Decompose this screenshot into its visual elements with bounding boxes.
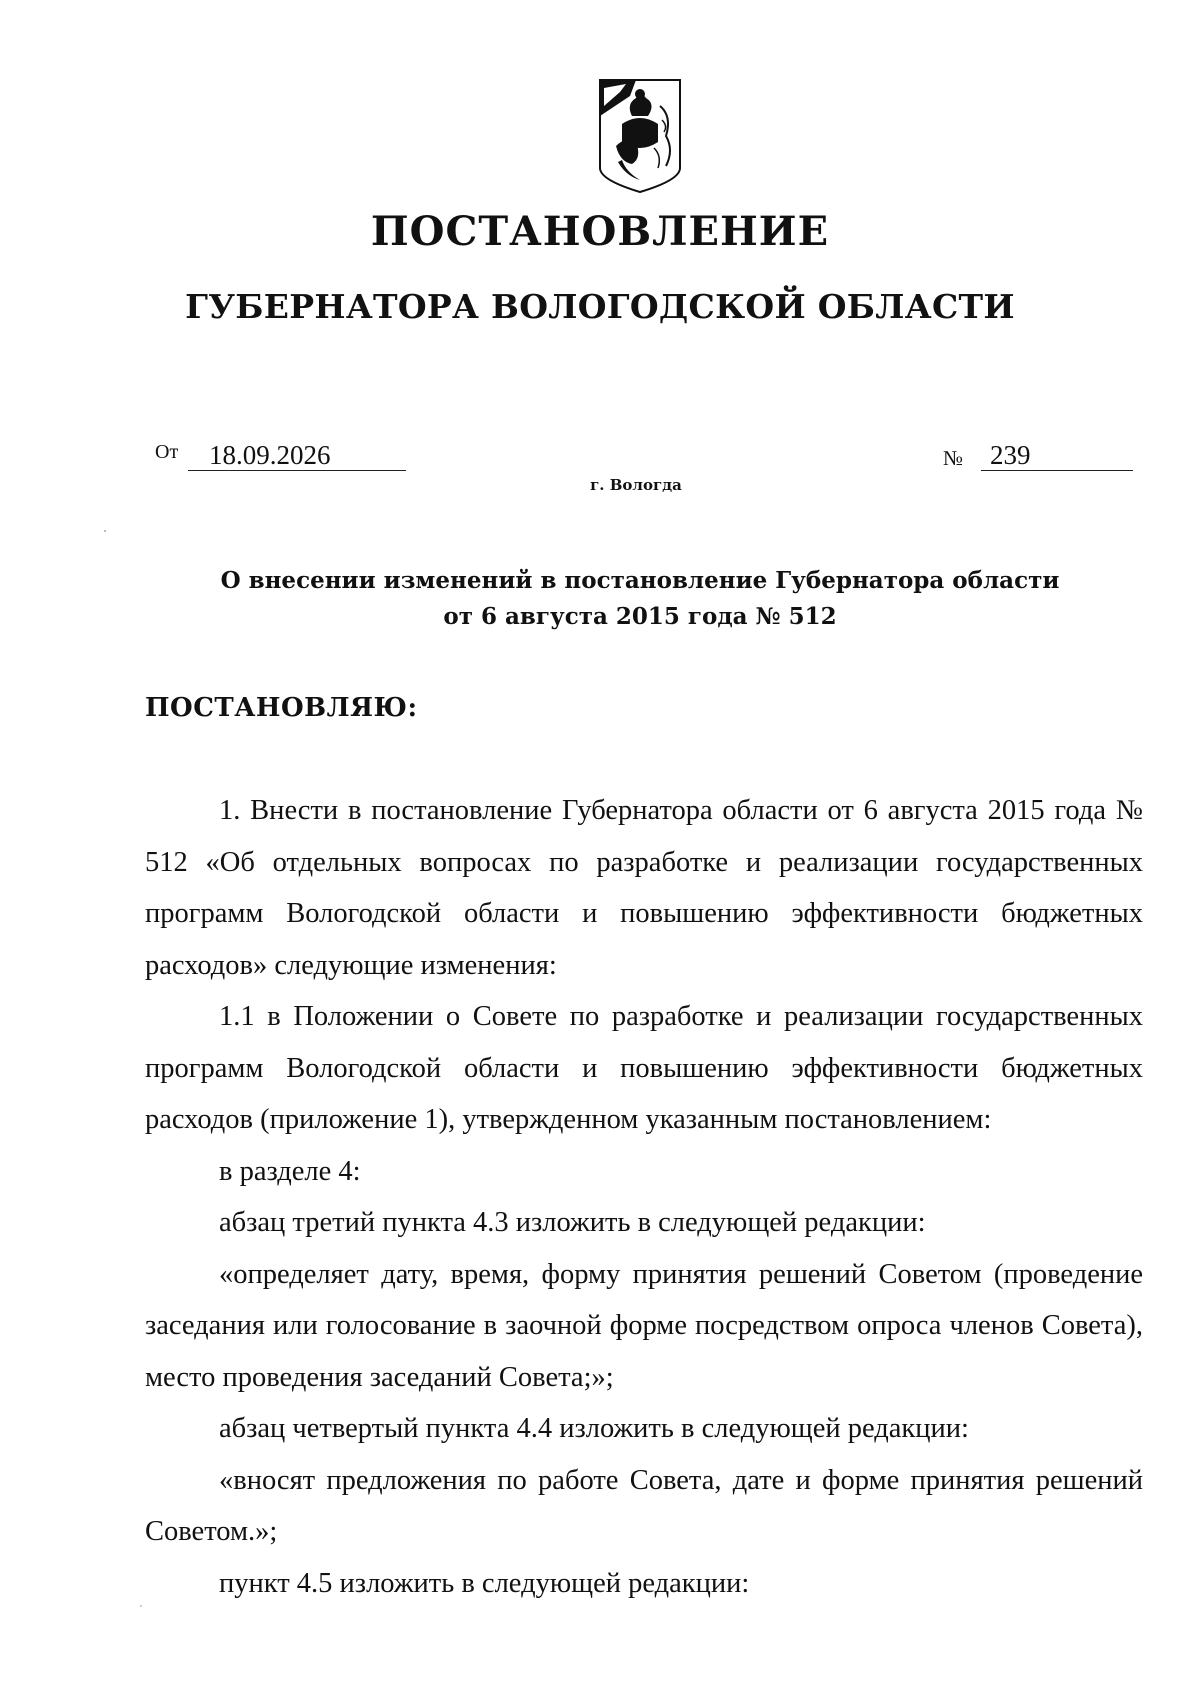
paragraph: пункт 4.5 изложить в следующей редакции: bbox=[219, 1567, 750, 1599]
subject-line-1: О внесении изменений в постановление Губернатора области bbox=[220, 567, 1060, 594]
subject-line-2: от 6 августа 2015 года № 512 bbox=[443, 603, 837, 630]
paragraph: «вносят предложения по работе Совета, дате и форме принятия решений Советом.»; bbox=[145, 1464, 1143, 1547]
document-subject bbox=[0, 563, 1200, 635]
scan-speck bbox=[104, 530, 106, 532]
paragraph: 1.1 в Положении о Совете по разработке и реализации государственных программ Вологодской области и повышению эффективности бюджетных расходов (приложение 1), утвержденном указанным постановлением: bbox=[145, 1001, 1143, 1135]
document-body bbox=[145, 785, 1143, 1609]
paragraph: в разделе 4: bbox=[219, 1155, 361, 1187]
document-title: ПОСТАНОВЛЕНИЕ bbox=[370, 208, 830, 255]
document-number: 239 bbox=[990, 440, 1031, 470]
date-label: От bbox=[155, 441, 179, 463]
decree-heading: ПОСТАНОВЛЯЮ: bbox=[145, 693, 418, 723]
paragraph: абзац третий пункта 4.3 изложить в следующей редакции: bbox=[219, 1207, 926, 1238]
document-date: 18.09.2026 bbox=[209, 440, 331, 470]
scan-speck bbox=[140, 1605, 142, 1607]
number-label: № bbox=[943, 446, 964, 470]
paragraph: абзац четвертый пункта 4.4 изложить в следующей редакции: bbox=[219, 1413, 969, 1444]
coat-of-arms-icon bbox=[596, 76, 684, 194]
paragraph: 1. Внести в постановление Губернатора области от 6 августа 2015 года № 512 «Об отдельных вопросах по разработке и реализации государственных программ Вологодской области и повышению эффективности бюджетных расходов» следующие изменения: bbox=[145, 795, 1143, 981]
paragraph: «определяет дату, время, форму принятия решений Советом (проведение заседания или голосование в заочной форме посредством опроса членов Совета), место проведения заседаний Совета;»; bbox=[145, 1258, 1143, 1393]
document-authority: ГУБЕРНАТОРА ВОЛОГОДСКОЙ ОБЛАСТИ bbox=[185, 287, 1015, 326]
date-underline bbox=[188, 470, 406, 471]
number-underline bbox=[981, 470, 1133, 471]
document-city: г. Вологда bbox=[590, 476, 682, 494]
